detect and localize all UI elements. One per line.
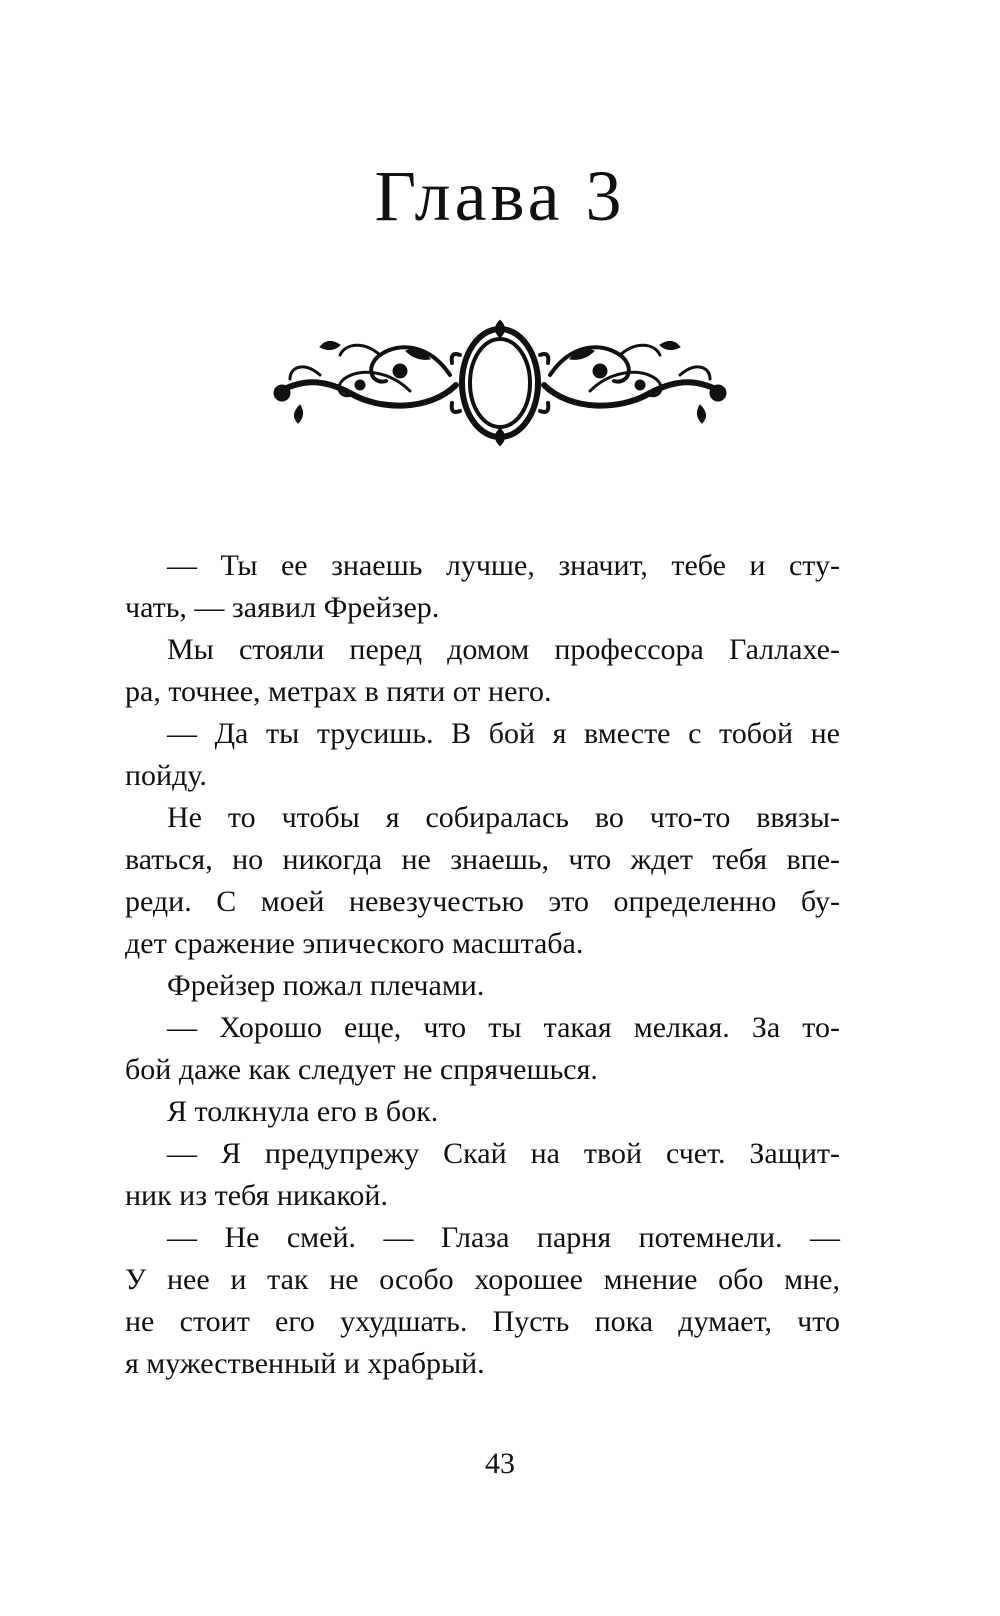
- text-line: — Я предупрежу Скай на твой счет. Защит-: [167, 1137, 840, 1170]
- baroque-mirror-ornament-icon: [260, 315, 740, 455]
- text-line: — Хорошо еще, что ты такая мелкая. За то-: [167, 1011, 840, 1044]
- text-line: — Да ты трусишь. В бой я вместе с тобой не: [167, 717, 840, 750]
- text-line: дет сражение эпического масштаба.: [125, 927, 584, 960]
- text-line: Фрейзер пожал плечами.: [167, 969, 485, 1002]
- text-line: пойду.: [125, 759, 207, 792]
- text-line: У нее и так не особо хорошее мнение обо мне,: [125, 1263, 840, 1296]
- text-line: ник из тебя никакой.: [125, 1179, 388, 1212]
- page-number: 43: [485, 1447, 515, 1480]
- text-line: ра, точнее, метрах в пяти от него.: [125, 675, 552, 708]
- text-line: Мы стояли перед домом профессора Галлахе-: [167, 633, 840, 666]
- text-line: — Ты ее знаешь лучше, значит, тебе и сту-: [167, 549, 840, 582]
- chapter-body-text: [125, 545, 840, 1385]
- text-line: чать, — заявил Фрейзер.: [125, 591, 440, 624]
- text-line: Не то чтобы я собиралась во что-то ввязы-: [167, 801, 840, 834]
- text-line: ваться, но никогда не знаешь, что ждет тебя впе-: [125, 843, 840, 876]
- text-line: бой даже как следует не спрячешься.: [125, 1053, 598, 1086]
- text-line: не стоит его ухудшать. Пусть пока думает, что: [125, 1305, 840, 1338]
- text-line: я мужественный и храбрый.: [125, 1347, 485, 1380]
- text-line: Я толкнула его в бок.: [167, 1095, 439, 1128]
- text-line: — Не смей. — Глаза парня потемнели. —: [167, 1221, 840, 1254]
- text-line: реди. С моей невезучестью это определенно бу-: [125, 885, 840, 918]
- chapter-title: Глава 3: [374, 156, 626, 236]
